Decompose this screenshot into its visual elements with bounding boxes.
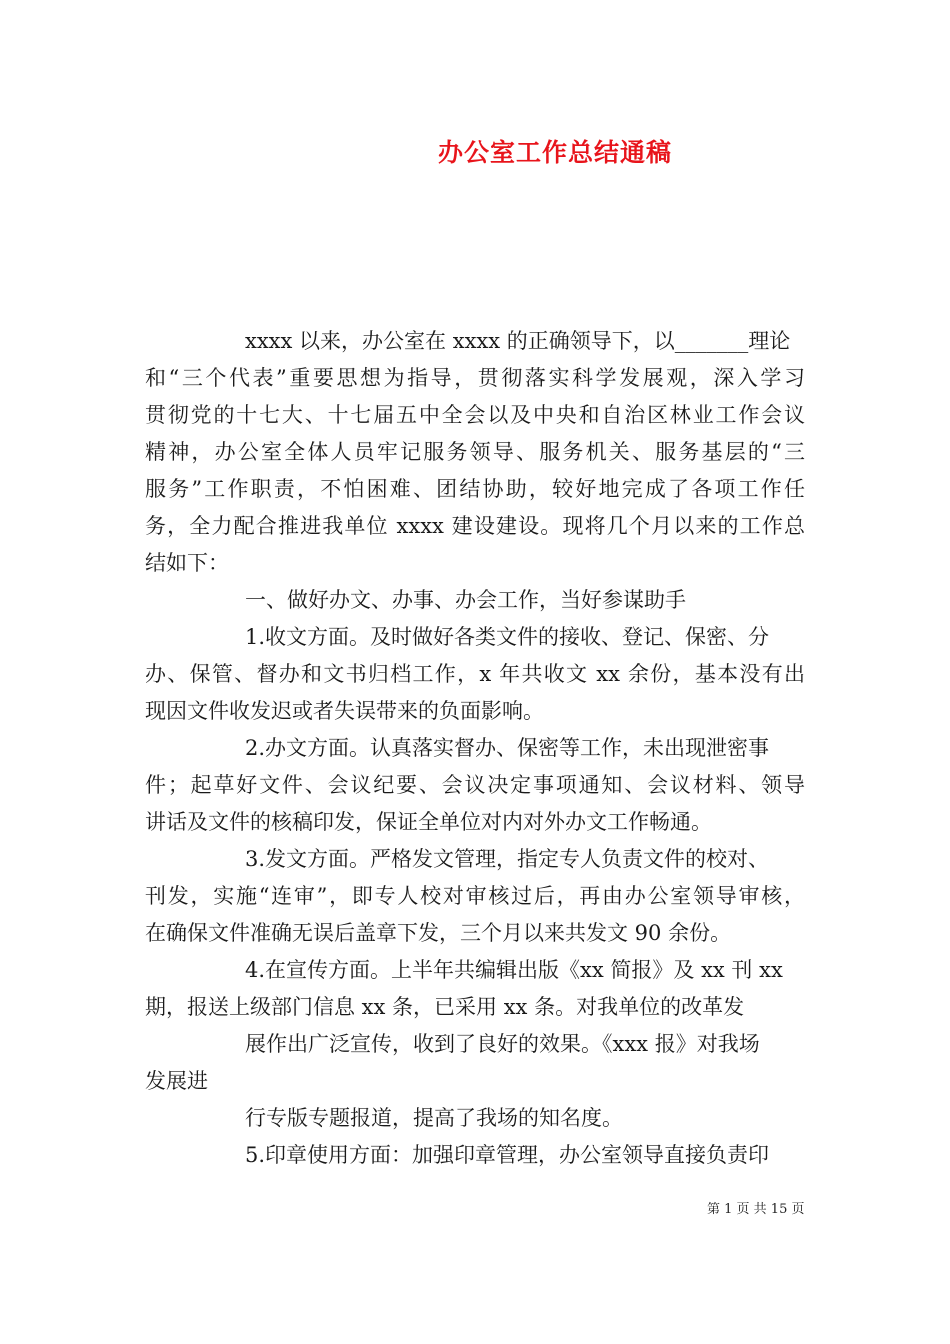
item-5-line-1: 5.印章使用方面：加强印章管理，办公室领导直接负责印 bbox=[245, 1143, 770, 1167]
item-3-line-3: 在确保文件准确无误后盖章下发，三个月以来共发文 90 余份。 bbox=[145, 921, 732, 945]
item-1-line-3: 现因文件收发迟或者失误带来的负面影响。 bbox=[145, 699, 544, 723]
section-heading-1: 一、做好办文、办事、办会工作，当好参谋助手 bbox=[245, 588, 686, 612]
item-2-line-2: 件；起草好文件、会议纪要、会议决定事项通知、会议材料、领导 bbox=[145, 773, 805, 797]
body-line-1: xxxx 以来，办公室在 xxxx 的正确领导下，以_______理论 bbox=[245, 329, 791, 353]
item-2-line-1: 2.办文方面。认真落实督办、保密等工作，未出现泄密事 bbox=[245, 736, 770, 760]
item-1-line-1: 1.收文方面。及时做好各类文件的接收、登记、保密、分 bbox=[245, 625, 770, 649]
page-number: 第 1 页 共 15 页 bbox=[707, 1202, 805, 1217]
body-line-3: 贯彻党的十七大、十七届五中全会以及中央和自治区林业工作会议 bbox=[145, 403, 805, 427]
body-line-5: 服务”工作职责，不怕困难、团结协助，较好地完成了各项工作任 bbox=[145, 477, 805, 501]
item-4-line-5: 行专版专题报道，提高了我场的知名度。 bbox=[245, 1106, 623, 1130]
item-4-line-3: 展作出广泛宣传，收到了良好的效果。《xxx 报》对我场 bbox=[245, 1032, 760, 1056]
body-line-7: 结如下： bbox=[145, 551, 229, 575]
body-line-6: 务，全力配合推进我单位 xxxx 建设建设。现将几个月以来的工作总 bbox=[145, 514, 805, 538]
item-1-line-2: 办、保管、督办和文书归档工作，x 年共收文 xx 余份，基本没有出 bbox=[145, 662, 805, 686]
item-3-line-2: 刊发，实施“连审”，即专人校对审核过后，再由办公室领导审核， bbox=[145, 884, 805, 908]
body-line-2: 和“三个代表”重要思想为指导，贯彻落实科学发展观，深入学习 bbox=[145, 366, 805, 390]
item-3-line-1: 3.发文方面。严格发文管理，指定专人负责文件的校对、 bbox=[245, 847, 770, 871]
item-4-line-2: 期，报送上级部门信息 xx 条，已采用 xx 条。对我单位的改革发 bbox=[145, 995, 745, 1019]
item-2-line-3: 讲话及文件的核稿印发，保证全单位对内对外办文工作畅通。 bbox=[145, 810, 712, 834]
item-4-line-4: 发展进 bbox=[145, 1069, 208, 1093]
item-4-line-1: 4.在宣传方面。上半年共编辑出版《xx 简报》及 xx 刊 xx bbox=[245, 958, 783, 982]
document-title: 办公室工作总结通稿 bbox=[437, 138, 672, 167]
body-line-4: 精神，办公室全体人员牢记服务领导、服务机关、服务基层的“三 bbox=[145, 440, 805, 464]
